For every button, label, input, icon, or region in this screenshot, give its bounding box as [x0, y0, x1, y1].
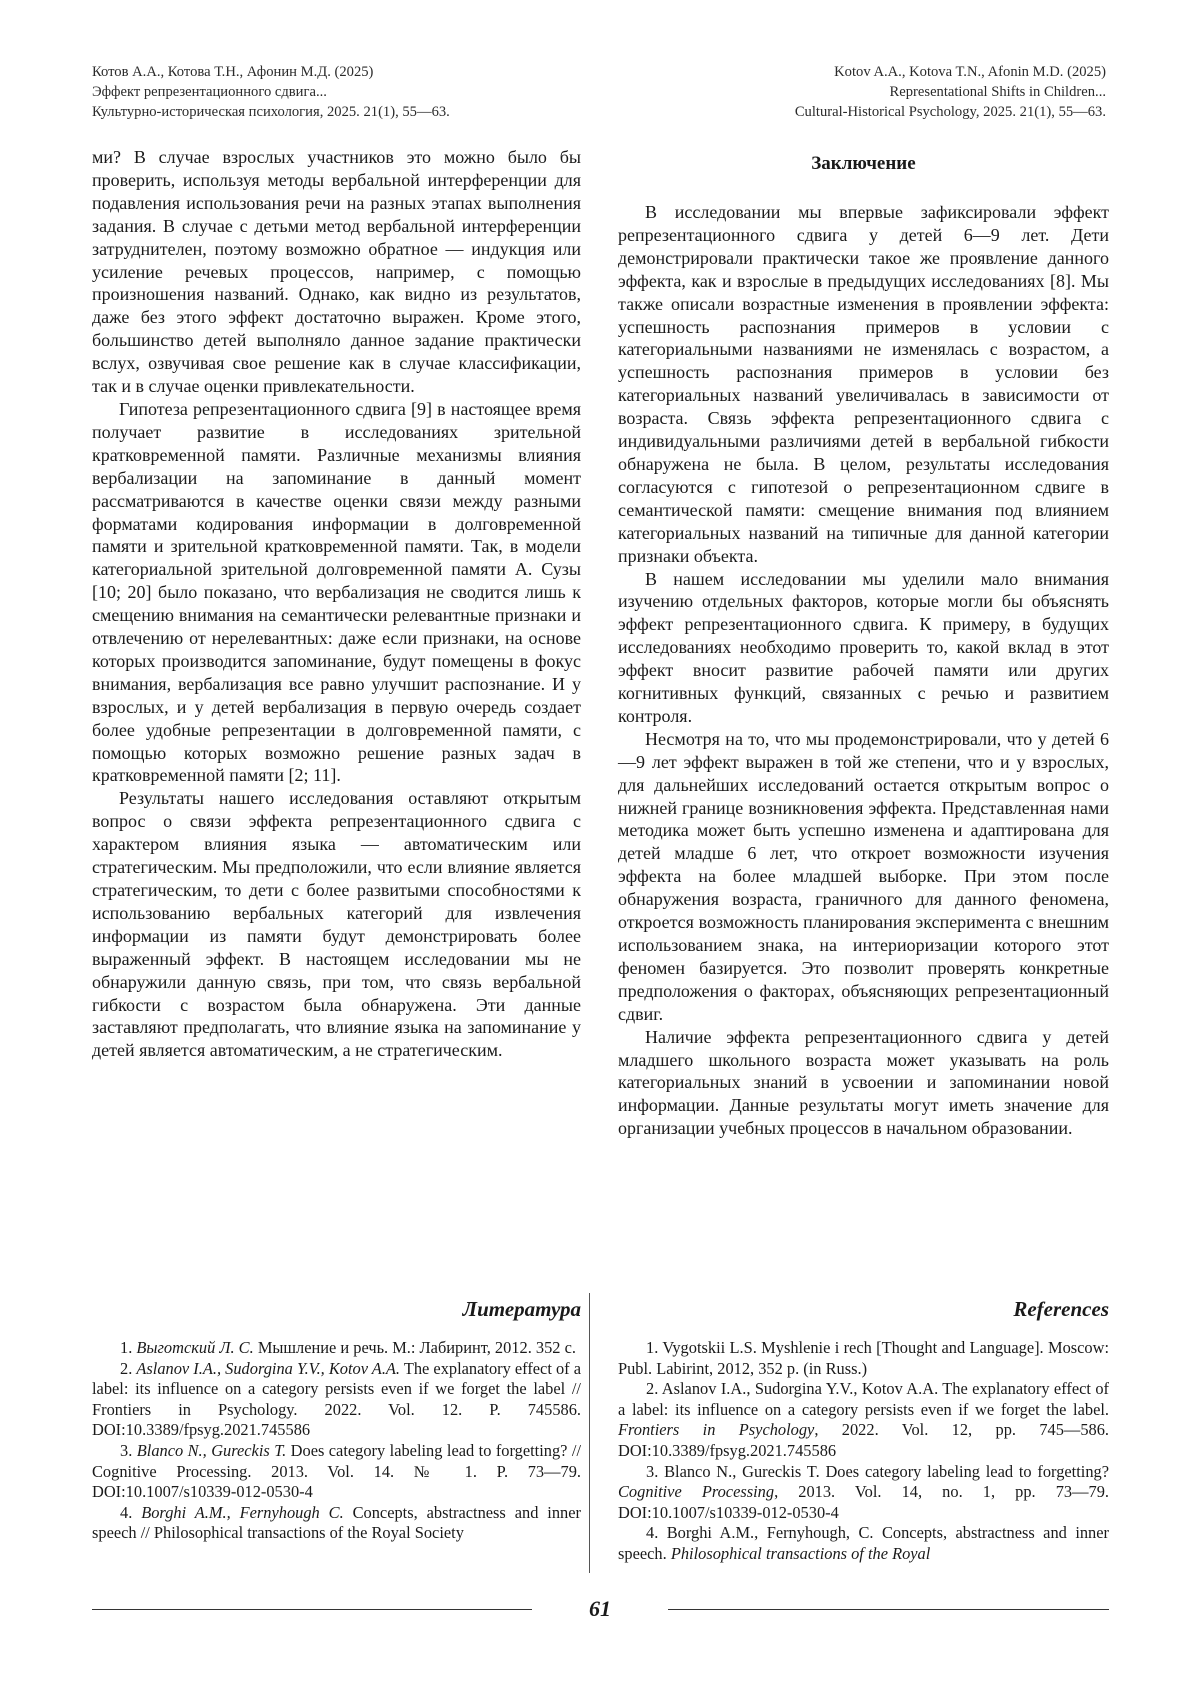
references-heading-ru: Литература	[92, 1296, 581, 1322]
header-authors-en: Kotov A.A., Kotova T.N., Afonin M.D. (2025)	[606, 62, 1106, 82]
reference-text: Concepts, abstractness and inner speech // Philosophical transactions of the Royal Society	[92, 1503, 581, 1543]
references-divider	[589, 1293, 590, 1573]
conclusion-heading: Заключение	[618, 153, 1109, 175]
reference-authors: Aslanov I.A., Sudorgina Y.V., Kotov A.A.	[136, 1359, 400, 1378]
reference-authors: Blanco N., Gureckis T.	[137, 1441, 286, 1460]
header-title-en: Representational Shifts in Children...	[606, 82, 1106, 102]
reference-item	[92, 1338, 581, 1359]
header-title-ru: Эффект репрезентационного сдвига...	[92, 82, 592, 102]
reference-details: , 2022. Vol. 12, pp. 745—586. DOI:10.3389/fpsyg.2021.745586	[618, 1420, 1109, 1460]
body-column-right	[618, 146, 1109, 1140]
reference-item	[618, 1338, 1109, 1379]
reference-details: , 2013. Vol. 14, no. 1, pp. 73—79. DOI:10.1007/s10339-012-0530-4	[618, 1482, 1109, 1522]
reference-journal: Philosophical transactions of the Royal	[671, 1544, 931, 1563]
body-paragraph: В исследовании мы впервые зафиксировали эффект репрезентационного сдвига у детей 6—9 лет. Дети демонстрировали практически такое же проявление данного эффекта, как и взрослые в предыдущих исследованиях [8]. Мы также описали возрастные изменения в проявлении эффекта: успешность распознания примеров в условии с категориальными названиями не изменялась с возрастом, а успешность распознания примеров в условии без категориальных названий увеличивалась в зависимости от возраста. Связь эффекта репрезентационного сдвига с индивидуальными различиями детей в вербальной гибкости обнаружена не была. В целом, результаты исследования согласуются с гипотезой о репрезентационном сдвиге в семантической памяти: смещение внимания под влиянием категориальных названий на типичные для данной категории признаки объекта.	[618, 201, 1109, 568]
reference-item	[92, 1441, 581, 1503]
reference-text: 4. Borghi A.M., Fernyhough, C. Concepts, abstractness and inner speech.	[618, 1523, 1109, 1563]
references-heading-en: References	[618, 1296, 1109, 1322]
reference-text: Мышление и речь. М.: Лабиринт, 2012. 352 с.	[258, 1338, 576, 1357]
reference-item	[92, 1359, 581, 1441]
reference-text: The explanatory effect of a label: its influence on a category persists even if we forget the label // Frontiers in Psychology. 2022. Vol. 12. P. 745586. DOI:10.3389/fpsyg.2021.745586	[92, 1359, 581, 1440]
reference-item	[618, 1523, 1109, 1564]
reference-text: 2. Aslanov I.A., Sudorgina Y.V., Kotov A.A. The explanatory effect of a label: its influence on a category persists even if we forget the label.	[618, 1379, 1109, 1419]
reference-authors: Borghi A.M., Fernyhough C.	[141, 1503, 343, 1522]
body-column-left	[92, 146, 581, 1062]
reference-item	[618, 1462, 1109, 1524]
reference-number: 4.	[120, 1503, 132, 1522]
body-paragraph: Наличие эффекта репрезентационного сдвига у детей младшего школьного возраста может указывать на роль категориальных знаний в усвоении и запоминании новой информации. Данные результаты могут иметь значение для организации учебных процессов в начальном образовании.	[618, 1026, 1109, 1141]
page-number: 61	[540, 1596, 660, 1622]
reference-item	[92, 1503, 581, 1544]
header-journal-en: Cultural-Historical Psychology, 2025. 21(1), 55—63.	[606, 102, 1106, 122]
reference-text: Does category labeling lead to forgetting? // Cognitive Processing. 2013. Vol. 14. № 1. P. 73—79. DOI:10.1007/s10339-012-0530-4	[92, 1441, 581, 1501]
body-paragraph: Несмотря на то, что мы продемонстрировали, что у детей 6—9 лет эффект выражен в той же степени, что и у взрослых, для дальнейших исследований остается открытым вопрос о нижней границе возникновения эффекта. Представленная нами методика может быть успешно изменена и адаптирована для детей младше 6 лет, что откроет возможности изучения эффекта на более младшей выборке. При этом после обнаружения возраста, граничного для данного феномена, откроется возможность планирования эксперимента с внешним использованием знака, на интериоризации которого этот феномен базируется. Это позволит проверять конкретные предположения о факторах, объясняющих репрезентационный сдвиг.	[618, 728, 1109, 1026]
reference-authors: Выготский Л. С.	[136, 1338, 253, 1357]
body-paragraph: Гипотеза репрезентационного сдвига [9] в настоящее время получает развитие в исследованиях зрительной кратковременной памяти. Различные механизмы влияния вербализации на запоминание в данный момент рассматриваются в качестве оценки связи между разными форматами кодирования информации в долговременной памяти и зрительной кратковременной памяти. Так, в модели категориальной зрительной долговременной памяти А. Сузы [10; 20] было показано, что вербализация не сводится лишь к смещению внимания на семантически релевантные признаки и отвлечению от нерелевантных: даже если признаки, на основе которых производится запоминание, будут помещены в фокус внимания, вербализация все равно улучшит распознание. И у взрослых, и у детей вербализация в первую очередь создает более удобные репрезентации в долговременной памяти, с помощью которых возможно решение разных задач в кратковременной памяти [2; 11].	[92, 398, 581, 787]
running-header-en	[606, 62, 1106, 122]
running-header-ru	[92, 62, 592, 122]
references-list-en	[618, 1338, 1109, 1565]
references-list-ru	[92, 1338, 581, 1544]
reference-journal: Frontiers in Psychology	[618, 1420, 814, 1439]
reference-item	[618, 1379, 1109, 1461]
header-authors-ru: Котов А.А., Котова Т.Н., Афонин М.Д. (2025)	[92, 62, 592, 82]
footer-rule-right	[668, 1609, 1109, 1610]
reference-number: 2.	[120, 1359, 132, 1378]
reference-text: 3. Blanco N., Gureckis T. Does category labeling lead to forgetting?	[646, 1462, 1109, 1481]
body-paragraph: В нашем исследовании мы уделили мало внимания изучению отдельных факторов, которые могли бы объяснять эффект репрезентационного сдвига. К примеру, в будущих исследованиях необходимо проверить то, какой вклад в этот эффект вносит развитие рабочей памяти или других когнитивных функций, связанных с речью и развитием контроля.	[618, 568, 1109, 728]
body-paragraph: ми? В случае взрослых участников это можно было бы проверить, используя методы вербальной интерференции для подавления использования речи на разных этапах выполнения задания. В случае с детьми метод вербальной интерференции затруднителен, поэтому возможно обратное — индукция или усиление речевых процессов, например, с помощью произношения названий. Однако, как видно из результатов, даже без этого эффект достаточно выражен. Кроме этого, большинство детей выполняло данное задание практически вслух, озвучивая свое решение как в случае классификации, так и в случае оценки привлекательности.	[92, 146, 581, 398]
header-journal-ru: Культурно-историческая психология, 2025. 21(1), 55—63.	[92, 102, 592, 122]
body-paragraph: Результаты нашего исследования оставляют открытым вопрос о связи эффекта репрезентационного сдвига с характером влияния языка — автоматическим или стратегическим. Мы предположили, что если влияние является стратегическим, то дети с более развитыми способностями к использованию вербальных категорий для извлечения информации из памяти будут демонстрировать более выраженный эффект. В настоящем исследовании мы не обнаружили данную связь, при том, что связь вербальной гибкости с возрастом была обнаружена. Эти данные заставляют предполагать, что влияние языка на запоминание у детей является автоматическим, а не стратегическим.	[92, 787, 581, 1062]
reference-journal: Cognitive Processing	[618, 1482, 774, 1501]
footer-rule-left	[92, 1609, 532, 1610]
reference-number: 3.	[120, 1441, 132, 1460]
reference-number: 1.	[120, 1338, 132, 1357]
reference-text: 1. Vygotskii L.S. Myshlenie i rech [Thought and Language]. Moscow: Publ. Labirint, 2012, 352 p. (in Russ.)	[618, 1338, 1109, 1378]
